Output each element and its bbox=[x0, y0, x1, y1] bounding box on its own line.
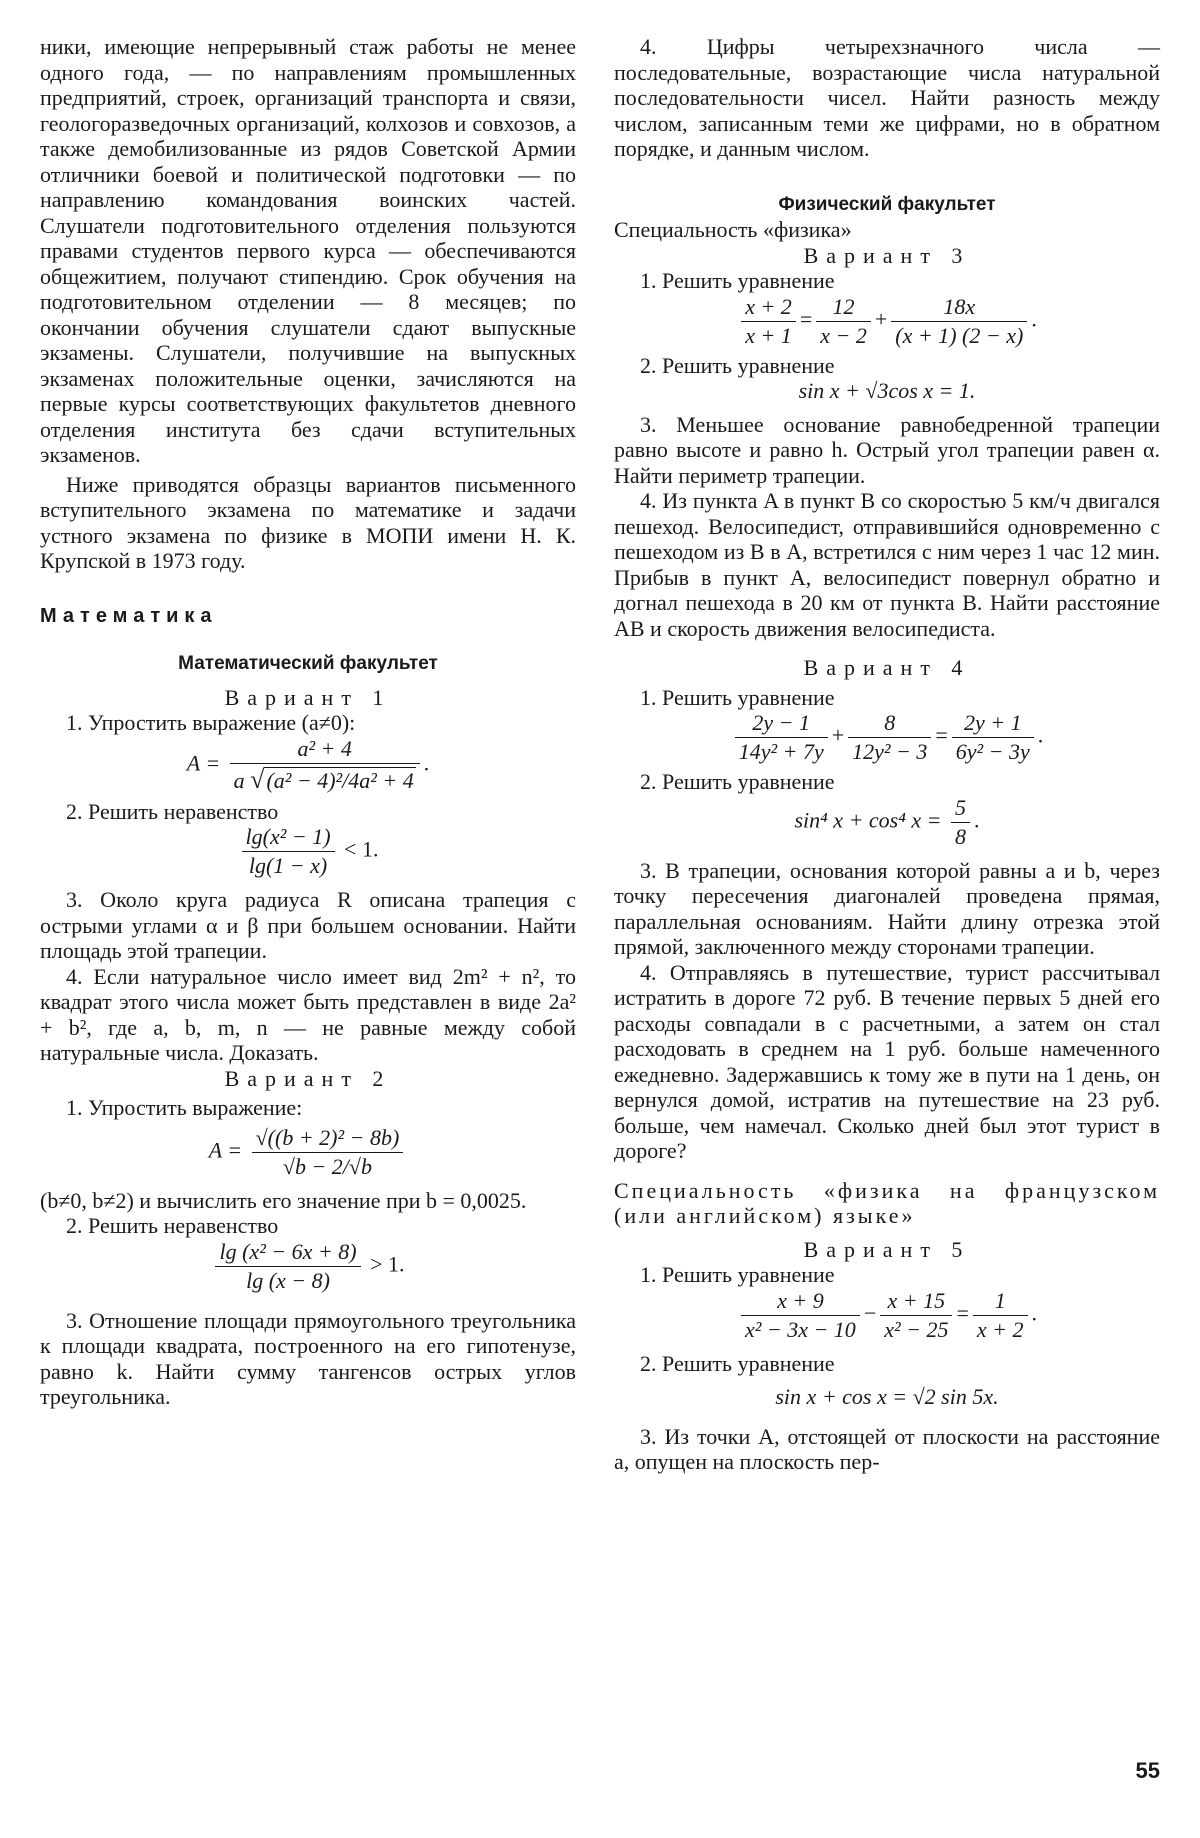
denominator: 8 bbox=[955, 823, 967, 849]
v5-task-2-equation: sin x + cos x = √2 sin 5x. bbox=[775, 1384, 999, 1409]
v4-task-1: 1. Решить уравнение bbox=[640, 684, 835, 710]
v5-task-2: 2. Решить уравнение bbox=[640, 1350, 835, 1376]
denominator bbox=[230, 764, 420, 795]
v2-task-2: 2. Решить неравенство bbox=[66, 1213, 279, 1238]
fraction bbox=[230, 736, 420, 795]
numerator: lg (x² − 6x + 8) bbox=[215, 1239, 360, 1267]
v3-task-4: 4. Из пункта A в пункт B со скоростью 5 км/ч двигался пешеход. Велосипедист, отправившийся одновременно с пешеходом из B в A, встретился с ним через 1 час 12 мин. Прибыв в пункт A, велосипедист повернул обратно и догнал пешехода в 20 км от пункта B. Найти расстояние AB и скорость движения велосипедиста. bbox=[614, 488, 1160, 641]
den-factor: a bbox=[233, 767, 245, 793]
intro-paragraph: Ниже приводятся образцы вариантов письменного вступительного экзамена по математике и задачи устного экзамена по физике в МОПИ имени Н. К. Крупской в 1973 году. bbox=[40, 471, 576, 573]
formula-lhs: A = bbox=[208, 1137, 243, 1163]
variant-5-title: Вариант 5 bbox=[803, 1236, 971, 1262]
v3-task-1: 1. Решить уравнение bbox=[640, 268, 835, 293]
numerator: √((b + 2)² − 8b) bbox=[252, 1125, 404, 1153]
v3-task-3: 3. Меньшее основание равнобедренной трапеции равно высоте и равно h. Острый угол трапеции равен α. Найти периметр трапеции. bbox=[614, 411, 1160, 488]
fraction bbox=[816, 294, 871, 349]
numerator: 5 bbox=[951, 795, 970, 823]
fraction bbox=[880, 1288, 952, 1343]
v2-task-1-note: (b≠0, b≠2) и вычислить его значение при b = 0,0025. bbox=[40, 1187, 527, 1213]
formula-lhs: A = bbox=[186, 750, 221, 776]
formula-lhs: sin⁴ x + cos⁴ x = bbox=[794, 807, 942, 833]
denominator: x − 2 bbox=[820, 322, 867, 348]
variant-4-title: Вариант 4 bbox=[803, 655, 971, 680]
v2-task-2-formula bbox=[40, 1239, 576, 1294]
denominator: lg (x − 8) bbox=[246, 1267, 330, 1293]
numerator: 12 bbox=[816, 294, 871, 322]
left-column bbox=[40, 34, 576, 1410]
v2-task-1: 1. Упростить выражение: bbox=[66, 1095, 303, 1120]
v5-task-1-formula: $\frac{x + 9}{\text{x² − 3x − 10}}$ − $\frac{x + 15}{\text{x² − 25}}$ = $\frac{1}{x + 2}$ . bbox=[614, 1288, 1160, 1343]
page-number: 55 bbox=[1135, 1758, 1160, 1783]
specialty-physics: Специальность «физика» bbox=[614, 217, 852, 242]
v1-task-1-formula: A = $\frac{\text{a² + 4}}{\text{a √(a² − 4)²/4a² + 4}}$ . bbox=[186, 735, 430, 794]
v1-task-2: 2. Решить неравенство bbox=[66, 798, 279, 824]
numerator: 18x bbox=[891, 294, 1027, 322]
v3-task-2-equation: sin x + √3cos x = 1. bbox=[798, 378, 976, 403]
variant-3-title: Вариант 3 bbox=[803, 242, 971, 268]
faculty-heading-physics: Физический факультет bbox=[778, 193, 996, 215]
denominator: x + 1 bbox=[745, 322, 792, 348]
v5-task-1: 1. Решить уравнение bbox=[640, 1262, 835, 1287]
fraction bbox=[951, 795, 970, 850]
denominator: lg(1 − x) bbox=[248, 853, 328, 878]
numerator: x + 15 bbox=[880, 1288, 952, 1316]
numerator: 1 bbox=[973, 1288, 1028, 1316]
denominator: 12y² − 3 bbox=[852, 739, 928, 764]
fraction bbox=[952, 710, 1034, 765]
relation: > 1. bbox=[370, 1251, 405, 1277]
v2-task-1-formula bbox=[40, 1125, 576, 1180]
v3-task-1-formula: $\frac{x + 2}{x + 1}$ = $\frac{12}{x - 2}$ + $\frac{18x}{(x + 1) (2 - x)}$ . bbox=[614, 294, 1160, 349]
v2-task-3: 3. Отношение площади прямоугольного треугольника к площади квадрата, построенного на его гипотенузе, равно k. Найти сумму тангенсов острых углов треугольника. bbox=[40, 1307, 576, 1409]
intro-continuation: ники, имеющие непрерывный стаж работы не менее одного года, — по направлениям промышленных предприятий, строек, организаций транспорта и связи, геологоразведочных организаций, колхозов и совхозов, а также демобилизованные из рядов Советской Армии отличники боевой и политической подготовки — по направлению командования воинских частей. Слушатели подготовительного отделения пользуются правами студентов первого курса — обеспечиваются общежитием, получают стипендию. Срок обучения на подготовительном отделении — 8 месяцев; по окончании обучения слушатели сдают выпускные экзамены. Слушатели, получившие на выпускных экзаменах положительные оценки, зачисляются на первые курсы соответствующих факультетов дневного отделения института без сдачи вступительных экзаменов. bbox=[40, 34, 576, 467]
variant-2-title: Вариант 2 bbox=[224, 1065, 392, 1091]
v1-task-2-formula bbox=[40, 824, 576, 879]
numerator: a² + 4 bbox=[230, 736, 420, 764]
numerator: 8 bbox=[848, 710, 931, 738]
fraction bbox=[891, 294, 1027, 349]
specialty-physics-language: Специальность «физика на французском (или английском) языке» bbox=[614, 1177, 1160, 1228]
fraction bbox=[973, 1288, 1028, 1343]
v4-task-2: 2. Решить уравнение bbox=[640, 769, 835, 794]
fraction bbox=[848, 710, 931, 765]
fraction bbox=[242, 824, 335, 879]
denominator: x² − 3x − 10 bbox=[744, 1316, 856, 1342]
denominator: x² − 25 bbox=[884, 1316, 949, 1342]
denominator: 6y² − 3y bbox=[955, 739, 1030, 764]
relation: < 1. bbox=[344, 836, 379, 862]
fraction bbox=[252, 1125, 404, 1180]
v4-task-3: 3. В трапеции, основания которой равны a и b, через точку пересечения диагоналей проведена прямая, параллельная основаниям. Найти длину отрезка этой прямой, заключенного между сторонами трапеции. bbox=[614, 857, 1160, 959]
sqrt-icon: √ bbox=[250, 764, 265, 794]
fraction bbox=[741, 294, 796, 349]
denominator: 14y² + 7y bbox=[738, 739, 824, 764]
v2-task-4: 4. Цифры четырехзначного числа — последовательные, возрастающие числа натуральной последовательности чисел. Найти разность между числом, записанным теми же цифрами, но в обратном порядке, и данным числом. bbox=[614, 34, 1160, 161]
fraction bbox=[741, 1288, 860, 1343]
right-column bbox=[614, 34, 1160, 1475]
v4-task-1-formula: $\frac{2y - 1}{\text{14y² + 7y}}$ + $\frac{8}{\text{12y² − 3}}$ = $\frac{2y + 1}{\text{6y² − 3y}}$ . bbox=[614, 710, 1160, 765]
fraction bbox=[735, 710, 828, 765]
denominator: x + 2 bbox=[976, 1316, 1024, 1342]
numerator: 2y + 1 bbox=[952, 710, 1034, 738]
numerator: x + 9 bbox=[741, 1288, 860, 1316]
denominator: √b − 2/√b bbox=[282, 1153, 372, 1179]
v1-task-3: 3. Около круга радиуса R описана трапеция с острыми углами α и β при большем основании. Найти площадь этой трапеции. bbox=[40, 887, 576, 963]
numerator: lg(x² − 1) bbox=[242, 824, 335, 852]
v4-task-2-formula: sin⁴ x + cos⁴ x = $\frac{5}{8}$ . bbox=[794, 794, 980, 849]
faculty-heading-math: Математический факультет bbox=[178, 653, 438, 674]
radicand: (a² − 4)²/4a² + 4 bbox=[266, 767, 414, 793]
numerator: 2y − 1 bbox=[735, 710, 828, 738]
numerator: x + 2 bbox=[741, 294, 796, 322]
v1-task-4: 4. Если натуральное число имеет вид 2m² + n², то квадрат этого числа может быть представлен в виде 2a² + b², где a, b, m, n — не равные между собой натуральные числа. Доказать. bbox=[40, 963, 576, 1065]
denominator: (x + 1) (2 − x) bbox=[895, 322, 1024, 348]
section-heading-math: Математика bbox=[40, 604, 218, 627]
variant-1-title: Вариант 1 bbox=[224, 684, 392, 710]
v1-task-1: 1. Упростить выражение (a≠0): bbox=[66, 710, 356, 735]
fraction bbox=[215, 1239, 360, 1294]
v3-task-2: 2. Решить уравнение bbox=[640, 352, 835, 378]
v5-task-3: 3. Из точки A, отстоящей от плоскости на расстояние a, опущен на плоскость пер- bbox=[614, 1423, 1160, 1474]
v4-task-4: 4. Отправляясь в путешествие, турист рассчитывал истратить в дороге 72 руб. В течение первых 5 дней его расходы совпадали в с расчетными, а затем он стал расходовать в среднем на 1 руб. больше намеченного ежедневно. Задержавшись к тому же в пути на 1 день, он вернулся домой, истратив на путешествие на 23 руб. больше, чем намечал. Сколько дней был этот турист в дороге? bbox=[614, 959, 1160, 1163]
